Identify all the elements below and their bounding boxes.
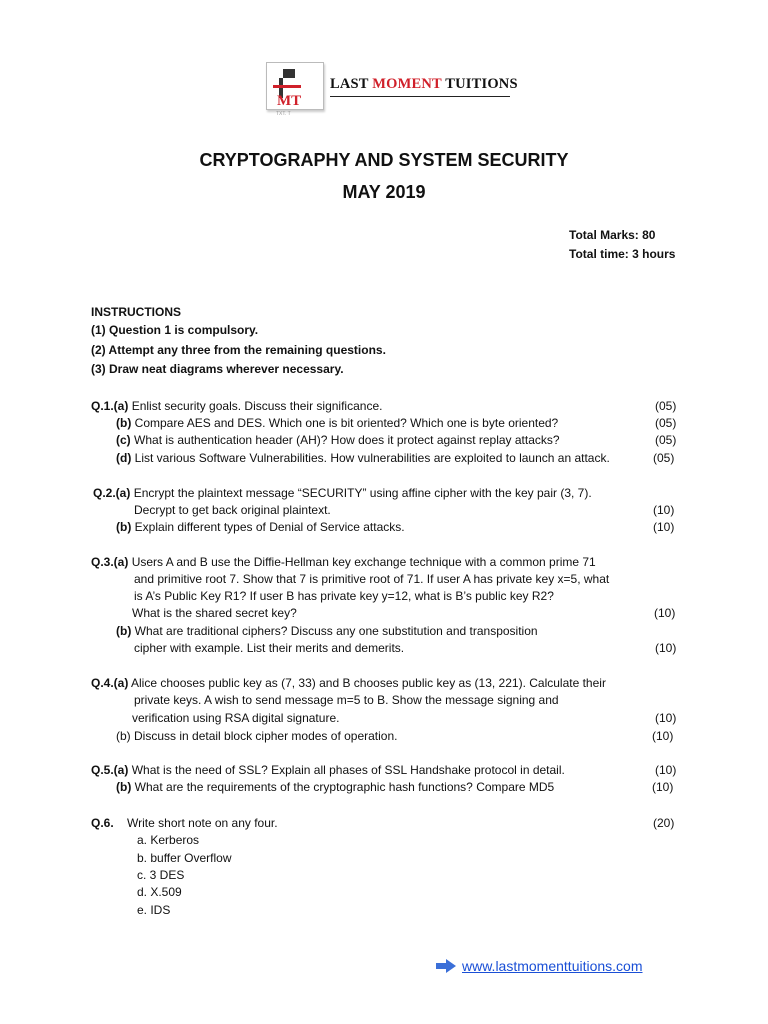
brand-name: LAST MOMENT TUITIONS: [330, 76, 518, 92]
question-3b: (b) What are traditional ciphers? Discuss any one substitution and transposition: [116, 624, 538, 638]
question-4a: Q.4.(a) Alice chooses public key as (7, 33) and B chooses public key as (13, 221). Calculate their: [91, 676, 606, 690]
question-1d: (d) List various Software Vulnerabilities. How vulnerabilities are exploited to launch an attack.: [116, 451, 610, 465]
marks: (10): [655, 641, 677, 655]
question-1b: (b) Compare AES and DES. Which one is bit oriented? Which one is byte oriented?: [116, 416, 559, 430]
marks: (10): [652, 780, 674, 794]
question-3b-cont: cipher with example. List their merits and demerits.: [134, 641, 405, 655]
question-2a: Q.2.(a) Encrypt the plaintext message “SECURITY” using affine cipher with the key pair (3, 7).: [93, 486, 592, 500]
instruction-item: (3) Draw neat diagrams wherever necessary.: [91, 362, 344, 376]
instruction-item: (2) Attempt any three from the remaining questions.: [91, 343, 386, 357]
question-2b: (b) Explain different types of Denial of Service attacks.: [116, 520, 405, 534]
arrow-right-icon: [436, 959, 456, 978]
marks: (10): [655, 711, 677, 725]
question-3a-cont: and primitive root 7. Show that 7 is primitive root of 71. If user A has private key x=5, what: [134, 572, 610, 586]
question-3a: Q.3.(a) Users A and B use the Diffie-Hellman key exchange technique with a common prime 71: [91, 555, 596, 569]
marks: (05): [655, 416, 677, 430]
question-1a: Q.1.(a) Enlist security goals. Discuss their significance.: [91, 399, 383, 413]
marks: (05): [655, 433, 677, 447]
svg-text:MT: MT: [277, 93, 302, 109]
list-item: b. buffer Overflow: [137, 851, 232, 865]
marks: (10): [655, 763, 677, 777]
question-1c: (c) What is authentication header (AH)? How does it protect against replay attacks?: [116, 433, 560, 447]
question-4a-cont: private keys. A wish to send message m=5 to B. Show the message signing and: [134, 693, 559, 707]
question-2a-cont: Decrypt to get back original plaintext.: [134, 503, 331, 517]
question-6: Q.6. Write short note on any four.: [91, 816, 278, 830]
question-3a-cont: What is the shared secret key?: [132, 606, 297, 620]
marks: (05): [653, 451, 675, 465]
page-title: CRYPTOGRAPHY AND SYSTEM SECURITY: [199, 150, 569, 170]
page-subtitle: MAY 2019: [342, 182, 426, 202]
list-item: c. 3 DES: [137, 868, 185, 882]
marks: (10): [653, 520, 675, 534]
marks: (20): [653, 816, 675, 830]
instructions-heading: INSTRUCTIONS: [91, 305, 181, 319]
question-5b: (b) What are the requirements of the cryptographic hash functions? Compare MD5: [116, 780, 555, 794]
question-4a-cont: verification using RSA digital signature.: [132, 711, 340, 725]
logo-caption: TXT. T: [276, 111, 291, 117]
marks: (10): [654, 606, 676, 620]
instruction-item: (1) Question 1 is compulsory.: [91, 323, 259, 337]
marks: (10): [652, 729, 674, 743]
list-item: e. IDS: [137, 903, 171, 917]
question-3a-cont: is A’s Public Key R1? If user B has private key y=12, what is B’s public key R2?: [134, 589, 554, 603]
brand-underline: [330, 96, 510, 97]
list-item: d. X.509: [137, 885, 182, 899]
list-item: a. Kerberos: [137, 833, 200, 847]
total-marks: Total Marks: 80: [569, 228, 656, 242]
website-link[interactable]: www.lastmomenttuitions.com: [462, 958, 643, 974]
marks: (10): [653, 503, 675, 517]
marks: (05): [655, 399, 677, 413]
question-5a: Q.5.(a) What is the need of SSL? Explain all phases of SSL Handshake protocol in detail.: [91, 763, 565, 777]
question-4b: (b) Discuss in detail block cipher modes of operation.: [116, 729, 398, 743]
logo-icon: [266, 62, 324, 110]
total-time: Total time: 3 hours: [569, 247, 676, 261]
